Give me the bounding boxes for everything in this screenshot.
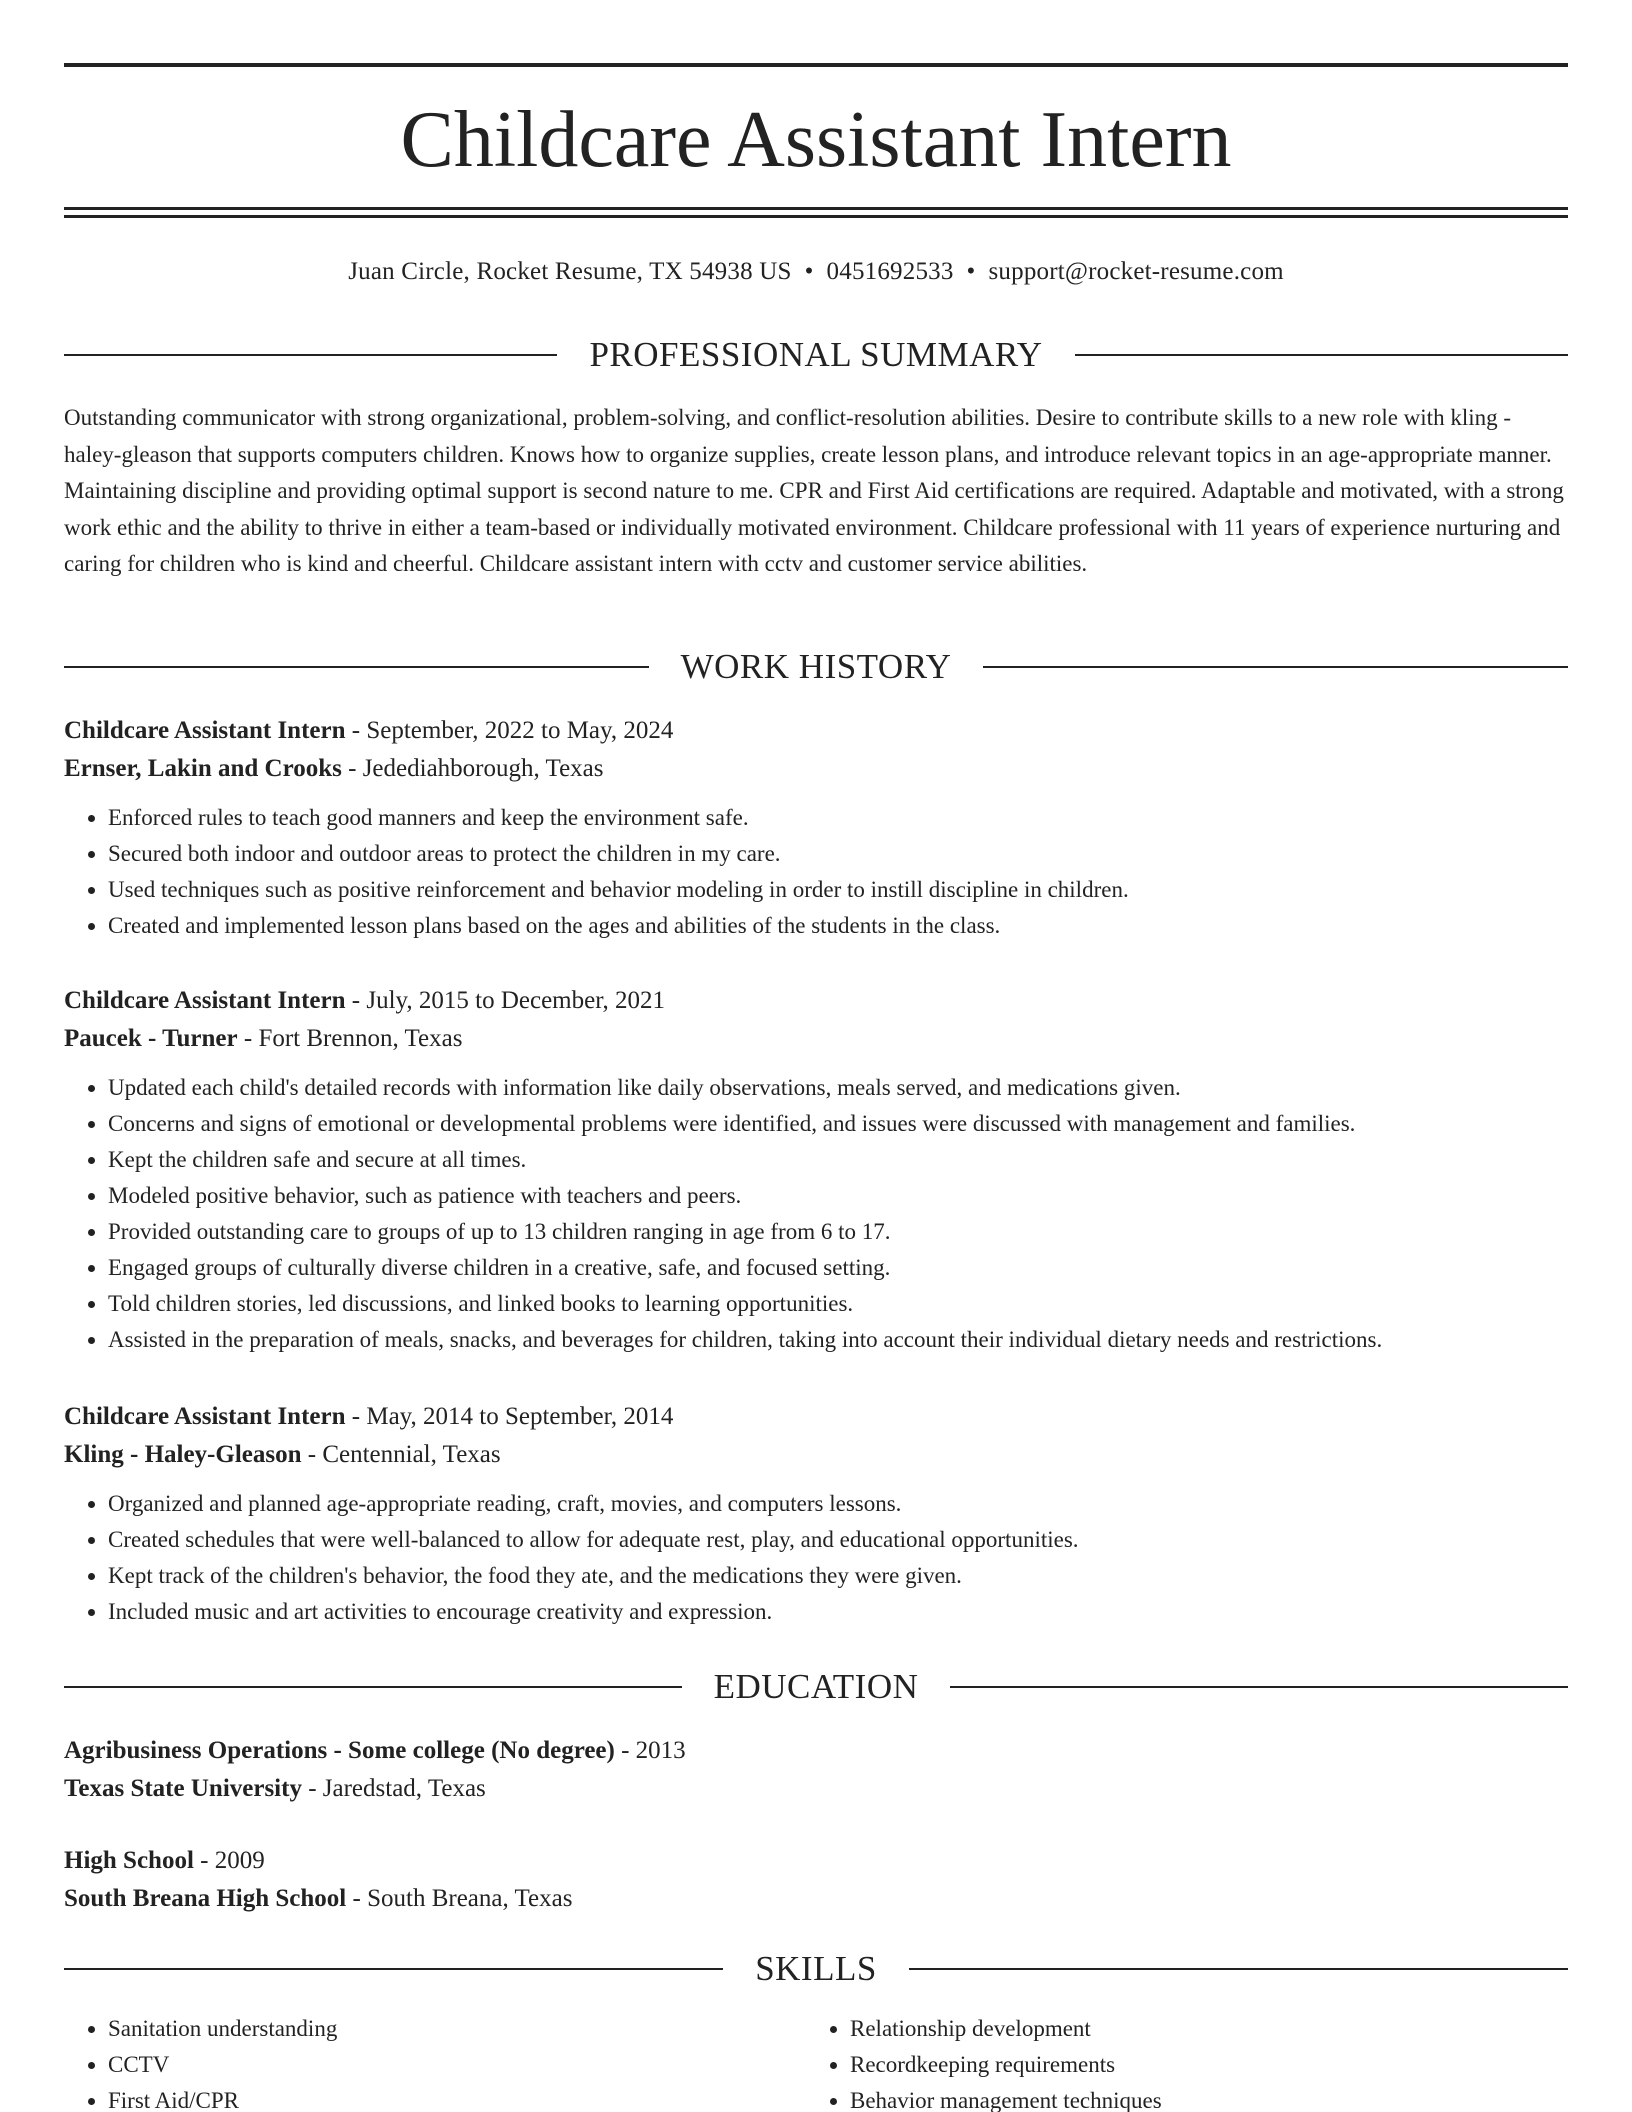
duty-item: • Engaged groups of culturally diverse children in a creative, safe, and focused setting. <box>108 1250 1568 1286</box>
contact-address: Juan Circle, Rocket Resume, TX 54938 US <box>348 258 792 285</box>
job-company: Kling - Haley-Gleason <box>64 1441 302 1468</box>
employer-line <box>64 1020 1568 1058</box>
duty-item: • Modeled positive behavior, such as patience with teachers and peers. <box>108 1178 1568 1214</box>
employer-line <box>64 1436 1568 1474</box>
skills-column-right <box>806 2011 1566 2112</box>
degree-line <box>64 1842 1568 1880</box>
section-title-work: WORK HISTORY <box>680 647 952 686</box>
degree-name: Agribusiness Operations - Some college (No degree) <box>64 1737 615 1764</box>
degree-year: - 2013 <box>614 1737 686 1764</box>
section-title-education: EDUCATION <box>713 1667 919 1706</box>
school-location: - Jaredstad, Texas <box>301 1775 486 1802</box>
degree-line <box>64 1732 1568 1770</box>
section-heading-education <box>64 1663 1568 1711</box>
job-company: Ernser, Lakin and Crooks <box>64 755 342 782</box>
job-company: Paucek - Turner <box>64 1025 238 1052</box>
heading-rule-left <box>64 1686 682 1688</box>
duty-item: • Created and implemented lesson plans based on the ages and abilities of the students in the class. <box>108 908 1568 944</box>
contact-email: support@rocket-resume.com <box>988 258 1284 285</box>
heading-rule-left <box>64 666 649 668</box>
job-role: Childcare Assistant Intern <box>64 717 346 744</box>
degree-name: High School <box>64 1847 194 1874</box>
job-header <box>64 1398 1568 1436</box>
school-line <box>64 1770 1568 1808</box>
education-entry <box>64 1842 1568 1918</box>
job-header <box>64 712 1568 750</box>
duty-item: • Created schedules that were well-balanced to allow for adequate rest, play, and educational opportunities. <box>108 1522 1568 1558</box>
skill-item: • Behavior management techniques <box>850 2083 1566 2112</box>
duty-item: • Concerns and signs of emotional or developmental problems were identified, and issues were discussed with management and families. <box>108 1106 1568 1142</box>
work-entry <box>64 1398 1568 1630</box>
heading-rule-left <box>64 354 557 356</box>
skill-item: • First Aid/CPR <box>108 2083 764 2112</box>
job-location: - Centennial, Texas <box>301 1441 501 1468</box>
duty-item: • Assisted in the preparation of meals, snacks, and beverages for children, taking into account their individual dietary needs and restrictions. <box>108 1322 1568 1358</box>
duty-item: • Updated each child's detailed records with information like daily observations, meals served, and medications given. <box>108 1070 1568 1106</box>
skill-item: • Sanitation understanding <box>108 2011 764 2047</box>
heading-rule-right <box>983 666 1568 668</box>
school-line <box>64 1880 1568 1918</box>
contact-phone: 0451692533 <box>826 258 954 285</box>
section-title-summary: PROFESSIONAL SUMMARY <box>589 335 1043 374</box>
skills-list <box>806 2011 1566 2112</box>
heading-rule-right <box>1075 354 1568 356</box>
employer-line <box>64 750 1568 788</box>
education-entry <box>64 1732 1568 1808</box>
job-dates: - September, 2022 to May, 2024 <box>345 717 674 744</box>
job-location: - Fort Brennon, Texas <box>237 1025 463 1052</box>
school-location: - South Breana, Texas <box>346 1885 573 1912</box>
job-header <box>64 982 1568 1020</box>
job-duties <box>64 800 1568 944</box>
duty-item: • Kept the children safe and secure at all times. <box>108 1142 1568 1178</box>
summary-text: Outstanding communicator with strong organizational, problem-solving, and conflict-resolution abilities. Desire to contribute skills to a new role with kling - haley-gleason that supports computers children. Knows how to organize supplies, create lesson plans, and introduce relevant topics in an age-appropriate manner. Maintaining discipline and providing optimal support is second nature to me. CPR and First Aid certifications are required. Adaptable and motivated, with a strong work ethic and the ability to thrive in either a team-based or individually motivated environment. Childcare professional with 11 years of experience nurturing and caring for children who is kind and cheerful. Childcare assistant intern with cctv and customer service abilities. <box>64 405 1564 577</box>
section-heading-skills <box>64 1945 1568 1993</box>
job-dates: - May, 2014 to September, 2014 <box>345 1403 674 1430</box>
heading-rule-left <box>64 1968 723 1970</box>
duty-item: • Secured both indoor and outdoor areas to protect the children in my care. <box>108 836 1568 872</box>
section-heading-work <box>64 643 1568 691</box>
duty-item: • Included music and art activities to encourage creativity and expression. <box>108 1594 1568 1630</box>
duty-item: • Enforced rules to teach good manners and keep the environment safe. <box>108 800 1568 836</box>
job-duties <box>64 1070 1568 1358</box>
top-divider <box>64 63 1568 67</box>
contact-line <box>64 252 1568 292</box>
work-entry <box>64 982 1568 1358</box>
contact-separator: • <box>804 258 814 285</box>
skills-list <box>64 2011 764 2112</box>
title-double-divider <box>64 207 1568 218</box>
duty-item: • Used techniques such as positive reinforcement and behavior modeling in order to instill discipline in children. <box>108 872 1568 908</box>
school-name: South Breana High School <box>64 1885 347 1912</box>
section-title-skills: SKILLS <box>755 1949 877 1988</box>
skill-item: • CCTV <box>108 2047 764 2083</box>
section-heading-summary <box>64 331 1568 379</box>
heading-rule-right <box>909 1968 1568 1970</box>
work-entry <box>64 712 1568 944</box>
duty-item: • Organized and planned age-appropriate reading, craft, movies, and computers lessons. <box>108 1486 1568 1522</box>
job-role: Childcare Assistant Intern <box>64 987 346 1014</box>
skill-item: • Relationship development <box>850 2011 1566 2047</box>
duty-item: • Kept track of the children's behavior, the food they ate, and the medications they were given. <box>108 1558 1568 1594</box>
school-name: Texas State University <box>64 1775 302 1802</box>
skill-item: • Recordkeeping requirements <box>850 2047 1566 2083</box>
degree-year: - 2009 <box>193 1847 265 1874</box>
job-location: - Jedediahborough, Texas <box>341 755 604 782</box>
duty-item: • Provided outstanding care to groups of up to 13 children ranging in age from 6 to 17. <box>108 1214 1568 1250</box>
contact-separator: • <box>966 258 976 285</box>
duty-item: • Told children stories, led discussions, and linked books to learning opportunities. <box>108 1286 1568 1322</box>
job-duties <box>64 1486 1568 1630</box>
resume-title: Childcare Assistant Intern <box>400 96 1232 184</box>
heading-rule-right <box>950 1686 1568 1688</box>
job-role: Childcare Assistant Intern <box>64 1403 346 1430</box>
skills-column-left <box>64 2011 764 2112</box>
job-dates: - July, 2015 to December, 2021 <box>345 987 666 1014</box>
